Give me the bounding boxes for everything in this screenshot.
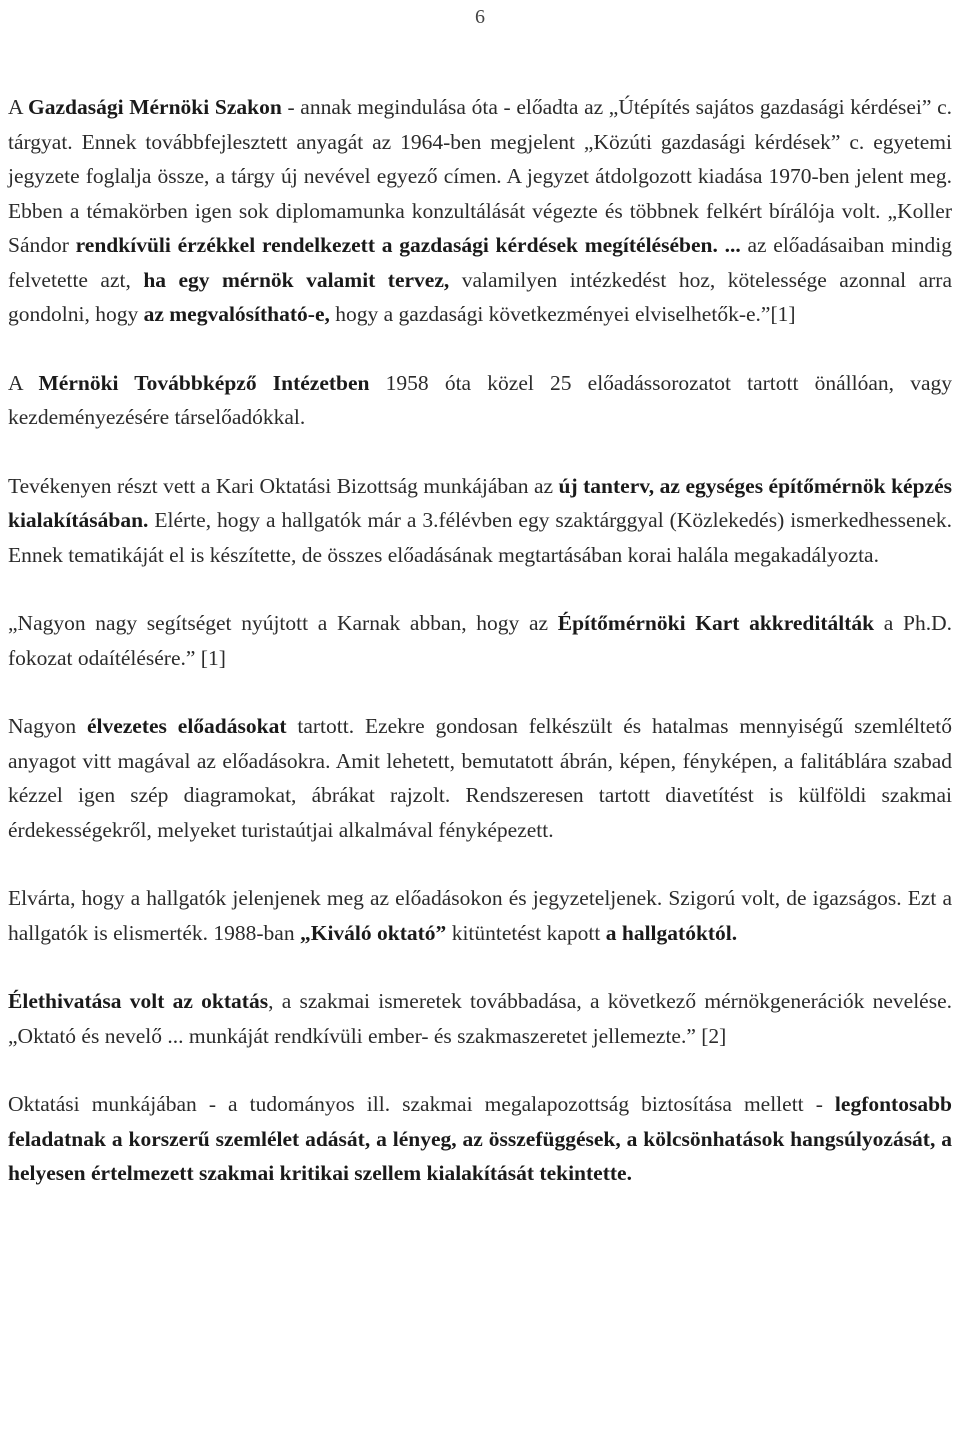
- paragraph: [8, 366, 952, 435]
- paragraph-gap: [8, 572, 952, 606]
- document-body: [8, 90, 952, 1191]
- text-run: Elérte, hogy a hallgatók már a 3.félévben egy szaktárggyal (Közlekedés) ismerkedhessenek. Ennek tematikáját el is készítette, de összes előadásának megtartásában korai halála megakadályozta.: [8, 508, 952, 567]
- text-run: Nagyon: [8, 714, 87, 738]
- emphasized-text: az megvalósítható-e,: [143, 302, 330, 326]
- text-run: valamilyen intézkedést hoz, kötelessége azonnal arra gondolni, hogy: [8, 267, 952, 326]
- emphasized-text: Mérnöki Továbbképző Intézetben: [38, 370, 370, 395]
- paragraph-gap: [8, 675, 952, 709]
- text-run: A: [8, 95, 28, 119]
- emphasized-text: „Kiváló oktató”: [299, 920, 447, 945]
- text-run: , a szakmai ismeretek továbbadása, a következő mérnökgenerációk nevelése. „Oktató és nevelő ... munkáját rendkívüli ember- és szakmaszeretet jellemezte.” [2]: [8, 989, 952, 1048]
- emphasized-text: legfontosabb feladatnak a korszerű szemlélet adását, a lényeg, az összefüggések, a kölcsönhatások hangsúlyozását, a helyesen értelmezett szakmai kritikai szellem kialakítását tekintette.: [8, 1092, 952, 1185]
- text-run: a Ph.D. fokozat odaítélésére.” [1]: [8, 611, 952, 670]
- page-number: 6: [475, 6, 485, 28]
- paragraph: [8, 881, 952, 950]
- emphasized-text: ha egy mérnök valamit tervez,: [143, 267, 450, 292]
- text-run: 1958 óta közel 25 előadássorozatot tartott önállóan, vagy kezdeményezésére társelőadókkal.: [8, 370, 953, 429]
- paragraph-gap: [8, 847, 952, 881]
- text-run: - annak megindulása óta - előadta az „Útépítés sajátos gazdasági kérdései” c. tárgyat. Ennek továbbfejlesztett anyagát az 1964-ben megjelent „Közúti gazdasági kérdések” c. egyetemi jegyzete foglalja össze, a tárgy új nevével egyező címen. A jegyzet átdolgozott kiadása 1970-ben jelent meg. Ebben a témakörben igen sok diplomamunka konzultálását végezte és többnek felkért bírálója volt. „Koller Sándor: [8, 95, 952, 257]
- text-run: hogy a gazdasági következményei elviselhetők-e.”[1]: [329, 302, 796, 326]
- text-run: Tevékenyen részt vett a Kari Oktatási Bizottság munkájában az: [8, 473, 559, 498]
- paragraph: [8, 90, 952, 332]
- text-run: A: [8, 370, 39, 395]
- text-run: Elvárta, hogy a hallgatók jelenjenek meg az előadásokon és jegyzeteljenek. Szigorú volt, de igazságos. Ezt a hallgatók is elismerték. 1988-ban: [8, 886, 952, 945]
- emphasized-text: új tanterv, az egységes építőmérnök képzés kialakításában.: [8, 473, 952, 532]
- text-run: Oktatási munkájában - a tudományos ill. szakmai megalapozottság biztosítása mellett -: [8, 1092, 835, 1116]
- emphasized-text: Gazdasági Mérnöki Szakon: [28, 95, 282, 119]
- emphasized-text: rendkívüli érzékkel rendelkezett a gazdasági kérdések megítélésében. ...: [75, 233, 741, 257]
- emphasized-text: a hallgatóktól.: [605, 920, 738, 945]
- paragraph-gap: [8, 435, 952, 469]
- paragraph: [8, 469, 952, 573]
- emphasized-text: Építőmérnöki Kart akkreditálták: [557, 611, 875, 635]
- text-run: kitüntetést kapott: [446, 920, 606, 945]
- paragraph: [8, 606, 952, 675]
- text-run: „Nagyon nagy segítséget nyújtott a Karnak abban, hogy az: [8, 611, 558, 635]
- paragraph: [8, 709, 952, 847]
- paragraph-gap: [8, 1053, 952, 1087]
- text-run: tartott. Ezekre gondosan felkészült és hatalmas mennyiségű szemléltető anyagot vitt magával az előadásokra. Amit lehetett, bemutatott ábrán, képen, fényképen, a falitáblára szabad kézzel igen szép diagramokat, ábrákat rajzolt. Rendszeresen tartott diavetítést is külföldi szakmai érdekességekről, melyeket turistaútjai alkalmával fényképezett.: [8, 714, 952, 842]
- paragraph: [8, 984, 952, 1053]
- emphasized-text: élvezetes előadásokat: [86, 714, 287, 738]
- paragraph-gap: [8, 332, 952, 366]
- text-run: az előadásaiban mindig felvetette azt,: [8, 233, 952, 292]
- emphasized-text: Élethivatása volt az oktatás: [8, 989, 269, 1013]
- paragraph-gap: [8, 950, 952, 984]
- paragraph: [8, 1087, 952, 1191]
